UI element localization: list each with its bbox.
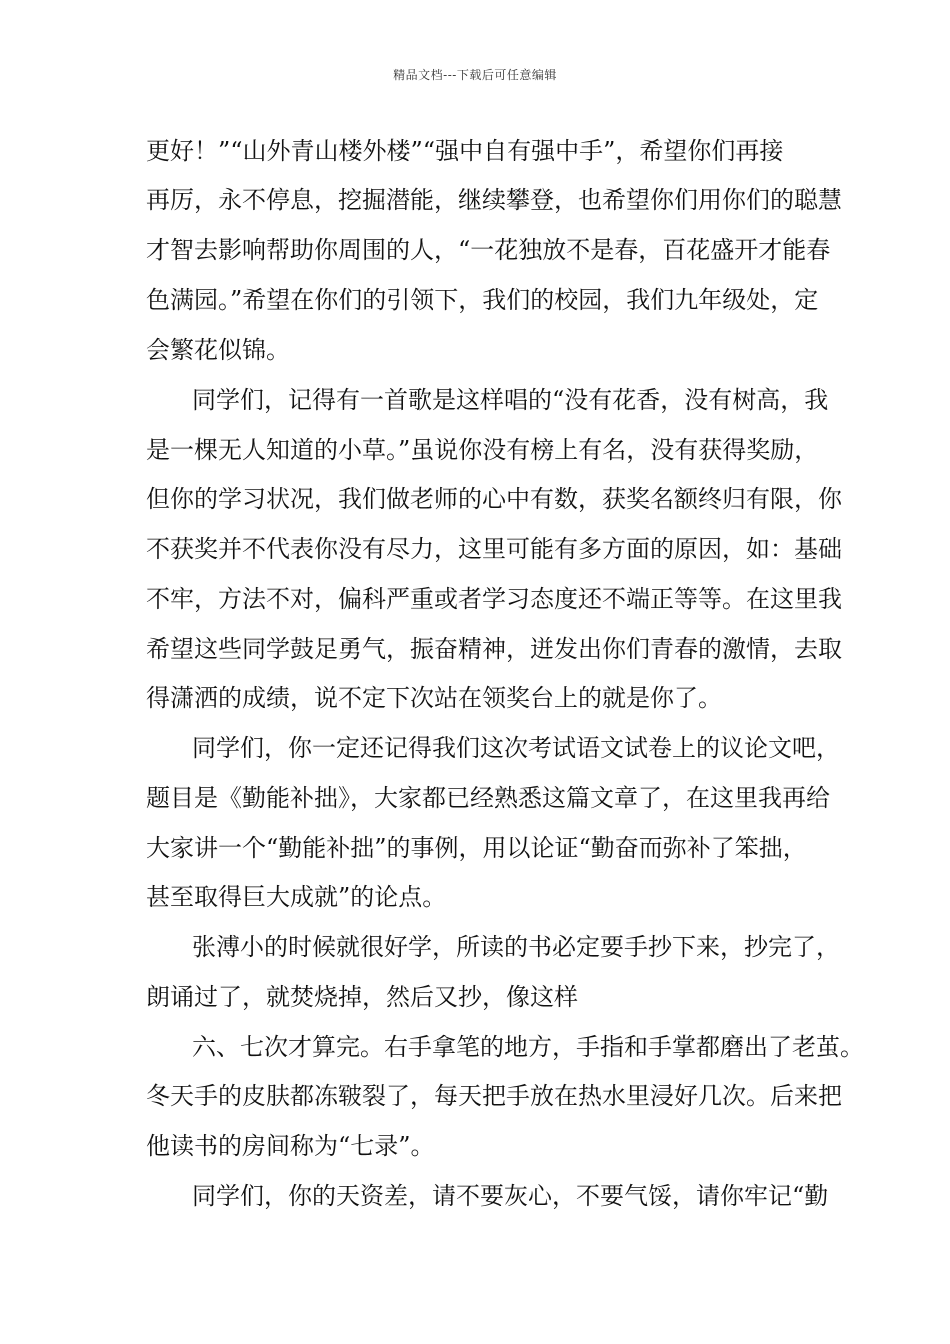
text-line: 题目是《勤能补拙》，大家都已经熟悉这篇文章了，在这里我再给	[146, 784, 830, 812]
text-line: 更好！”“山外青山楼外楼”“强中自有强中手”，希望你们再接	[146, 137, 784, 165]
text-line: 大家讲一个“勤能补拙”的事例，用以论证“勤奋而弥补了笨拙，	[146, 834, 807, 862]
text-line: 不牢，方法不对，偏科严重或者学习态度还不端正等等。在这里我	[146, 585, 842, 613]
page-header: 精品文档---下载后可任意编辑	[393, 68, 557, 82]
text-line: 但你的学习状况，我们做老师的心中有数，获奖名额终归有限，你	[146, 485, 842, 513]
text-line: 才智去影响帮助你周围的人，“一花独放不是春，百花盛开才能春	[146, 236, 831, 264]
text-line: 他读书的房间称为“七录”。	[146, 1132, 435, 1160]
text-line: 六、七次才算完。右手拿笔的地方，手指和手掌都磨出了老茧。	[192, 1033, 864, 1061]
text-line: 同学们，你一定还记得我们这次考试语文试卷上的议论文吧，	[192, 734, 840, 762]
text-line: 冬天手的皮肤都冻皲裂了，每天把手放在热水里浸好几次。后来把	[146, 1082, 842, 1110]
text-line: 色满园。”希望在你们的引领下，我们的校园，我们九年级处，定	[146, 286, 819, 314]
text-line: 甚至取得巨大成就”的论点。	[146, 883, 447, 911]
text-line: 同学们，记得有一首歌是这样唱的“没有花香，没有树高，我	[192, 386, 829, 414]
text-line: 再厉，永不停息，挖掘潜能，继续攀登，也希望你们用你们的聪慧	[146, 186, 842, 214]
text-line: 会繁花似锦。	[146, 336, 290, 364]
text-line: 希望这些同学鼓足勇气，振奋精神，迸发出你们青春的激情，去取	[146, 635, 842, 663]
text-line: 得潇洒的成绩，说不定下次站在领奖台上的就是你了。	[146, 684, 722, 712]
text-line: 同学们，你的天资差，请不要灰心，不要气馁，请你牢记“勤	[192, 1182, 829, 1210]
text-line: 不获奖并不代表你没有尽力，这里可能有多方面的原因，如：基础	[146, 535, 842, 563]
text-line: 朗诵过了，就焚烧掉，然后又抄，像这样	[146, 983, 578, 1011]
text-line: 是一棵无人知道的小草。”虽说你没有榜上有名，没有获得奖励，	[146, 436, 819, 464]
text-line: 张溥小的时候就很好学，所读的书必定要手抄下来，抄完了，	[192, 933, 840, 961]
